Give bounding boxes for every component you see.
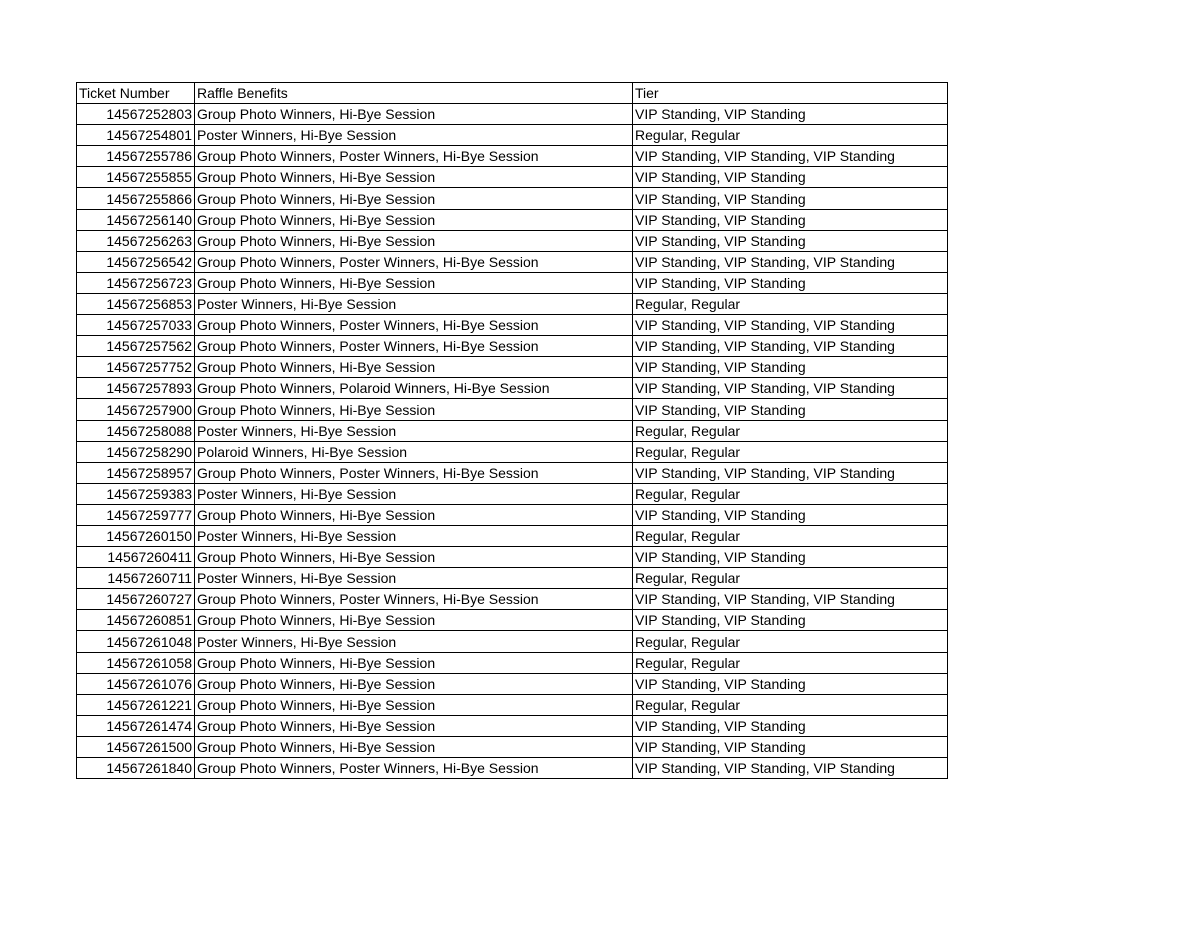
tier-cell: VIP Standing, VIP Standing bbox=[633, 610, 948, 631]
raffle-benefits-cell: Group Photo Winners, Hi-Bye Session bbox=[195, 357, 633, 378]
tier-cell: Regular, Regular bbox=[633, 293, 948, 314]
tier-cell: Regular, Regular bbox=[633, 125, 948, 146]
raffle-benefits-cell: Group Photo Winners, Hi-Bye Session bbox=[195, 715, 633, 736]
ticket-number-cell: 14567258088 bbox=[77, 420, 195, 441]
tier-cell: VIP Standing, VIP Standing, VIP Standing bbox=[633, 336, 948, 357]
ticket-number-cell: 14567256723 bbox=[77, 272, 195, 293]
tier-cell: VIP Standing, VIP Standing bbox=[633, 188, 948, 209]
raffle-benefits-cell: Group Photo Winners, Hi-Bye Session bbox=[195, 736, 633, 757]
ticket-number-cell: 14567258290 bbox=[77, 441, 195, 462]
table-row bbox=[77, 504, 948, 525]
raffle-benefits-cell: Poster Winners, Hi-Bye Session bbox=[195, 631, 633, 652]
ticket-number-cell: 14567252803 bbox=[77, 104, 195, 125]
table-row bbox=[77, 420, 948, 441]
raffle-benefits-cell: Group Photo Winners, Hi-Bye Session bbox=[195, 188, 633, 209]
tier-cell: Regular, Regular bbox=[633, 568, 948, 589]
ticket-number-cell: 14567259777 bbox=[77, 504, 195, 525]
tier-cell: VIP Standing, VIP Standing bbox=[633, 272, 948, 293]
table-row bbox=[77, 525, 948, 546]
tier-cell: VIP Standing, VIP Standing bbox=[633, 357, 948, 378]
table-row bbox=[77, 146, 948, 167]
tier-cell: VIP Standing, VIP Standing, VIP Standing bbox=[633, 589, 948, 610]
ticket-number-cell: 14567261221 bbox=[77, 694, 195, 715]
tier-cell: Regular, Regular bbox=[633, 631, 948, 652]
tier-cell: Regular, Regular bbox=[633, 694, 948, 715]
raffle-benefits-cell: Group Photo Winners, Hi-Bye Session bbox=[195, 610, 633, 631]
raffle-benefits-cell: Group Photo Winners, Hi-Bye Session bbox=[195, 104, 633, 125]
header-raffle-benefits: Raffle Benefits bbox=[195, 83, 633, 104]
table-row bbox=[77, 441, 948, 462]
table-body bbox=[77, 104, 948, 779]
tier-cell: VIP Standing, VIP Standing bbox=[633, 715, 948, 736]
header-tier: Tier bbox=[633, 83, 948, 104]
tier-cell: Regular, Regular bbox=[633, 525, 948, 546]
ticket-number-cell: 14567256263 bbox=[77, 230, 195, 251]
tier-cell: VIP Standing, VIP Standing bbox=[633, 104, 948, 125]
tier-cell: VIP Standing, VIP Standing, VIP Standing bbox=[633, 315, 948, 336]
tier-cell: VIP Standing, VIP Standing, VIP Standing bbox=[633, 146, 948, 167]
raffle-benefits-cell: Group Photo Winners, Poster Winners, Hi-Bye Session bbox=[195, 758, 633, 779]
ticket-number-cell: 14567260150 bbox=[77, 525, 195, 546]
raffle-benefits-cell: Poster Winners, Hi-Bye Session bbox=[195, 483, 633, 504]
header-ticket-number: Ticket Number bbox=[77, 83, 195, 104]
table-row bbox=[77, 251, 948, 272]
table-row bbox=[77, 568, 948, 589]
raffle-benefits-cell: Group Photo Winners, Polaroid Winners, Hi-Bye Session bbox=[195, 378, 633, 399]
table-row bbox=[77, 336, 948, 357]
tier-cell: VIP Standing, VIP Standing bbox=[633, 399, 948, 420]
raffle-benefits-cell: Group Photo Winners, Hi-Bye Session bbox=[195, 547, 633, 568]
table-row bbox=[77, 188, 948, 209]
tier-cell: VIP Standing, VIP Standing bbox=[633, 167, 948, 188]
ticket-number-cell: 14567255866 bbox=[77, 188, 195, 209]
tier-cell: VIP Standing, VIP Standing bbox=[633, 230, 948, 251]
ticket-number-cell: 14567258957 bbox=[77, 462, 195, 483]
ticket-number-cell: 14567259383 bbox=[77, 483, 195, 504]
tier-cell: VIP Standing, VIP Standing bbox=[633, 547, 948, 568]
tier-cell: VIP Standing, VIP Standing, VIP Standing bbox=[633, 378, 948, 399]
raffle-benefits-cell: Group Photo Winners, Hi-Bye Session bbox=[195, 230, 633, 251]
raffle-benefits-cell: Polaroid Winners, Hi-Bye Session bbox=[195, 441, 633, 462]
ticket-number-cell: 14567255855 bbox=[77, 167, 195, 188]
ticket-number-cell: 14567260851 bbox=[77, 610, 195, 631]
raffle-benefits-cell: Group Photo Winners, Hi-Bye Session bbox=[195, 399, 633, 420]
table-row bbox=[77, 272, 948, 293]
table-row bbox=[77, 673, 948, 694]
table-row bbox=[77, 230, 948, 251]
raffle-benefits-cell: Group Photo Winners, Hi-Bye Session bbox=[195, 209, 633, 230]
table-row bbox=[77, 547, 948, 568]
ticket-number-cell: 14567256140 bbox=[77, 209, 195, 230]
table-row bbox=[77, 694, 948, 715]
table-row bbox=[77, 167, 948, 188]
raffle-benefits-cell: Poster Winners, Hi-Bye Session bbox=[195, 420, 633, 441]
table-row bbox=[77, 315, 948, 336]
table-row bbox=[77, 209, 948, 230]
table-row bbox=[77, 125, 948, 146]
ticket-number-cell: 14567260411 bbox=[77, 547, 195, 568]
ticket-number-cell: 14567261058 bbox=[77, 652, 195, 673]
raffle-benefits-cell: Group Photo Winners, Hi-Bye Session bbox=[195, 652, 633, 673]
table-row bbox=[77, 589, 948, 610]
table-row bbox=[77, 631, 948, 652]
table-row bbox=[77, 357, 948, 378]
tier-cell: VIP Standing, VIP Standing, VIP Standing bbox=[633, 758, 948, 779]
raffle-benefits-cell: Group Photo Winners, Poster Winners, Hi-Bye Session bbox=[195, 146, 633, 167]
tier-cell: VIP Standing, VIP Standing bbox=[633, 673, 948, 694]
raffle-benefits-cell: Group Photo Winners, Poster Winners, Hi-Bye Session bbox=[195, 336, 633, 357]
raffle-benefits-cell: Poster Winners, Hi-Bye Session bbox=[195, 125, 633, 146]
raffle-benefits-cell: Group Photo Winners, Hi-Bye Session bbox=[195, 694, 633, 715]
tier-cell: Regular, Regular bbox=[633, 441, 948, 462]
ticket-number-cell: 14567261076 bbox=[77, 673, 195, 694]
tier-cell: VIP Standing, VIP Standing bbox=[633, 504, 948, 525]
raffle-benefits-cell: Poster Winners, Hi-Bye Session bbox=[195, 568, 633, 589]
raffle-benefits-cell: Group Photo Winners, Poster Winners, Hi-Bye Session bbox=[195, 251, 633, 272]
table-row bbox=[77, 293, 948, 314]
ticket-number-cell: 14567256542 bbox=[77, 251, 195, 272]
raffle-benefits-cell: Poster Winners, Hi-Bye Session bbox=[195, 525, 633, 546]
table-row bbox=[77, 736, 948, 757]
ticket-number-cell: 14567256853 bbox=[77, 293, 195, 314]
raffle-benefits-cell: Group Photo Winners, Hi-Bye Session bbox=[195, 504, 633, 525]
tier-cell: VIP Standing, VIP Standing, VIP Standing bbox=[633, 462, 948, 483]
raffle-benefits-cell: Group Photo Winners, Poster Winners, Hi-Bye Session bbox=[195, 462, 633, 483]
table-row bbox=[77, 483, 948, 504]
raffle-benefits-cell: Poster Winners, Hi-Bye Session bbox=[195, 293, 633, 314]
ticket-number-cell: 14567261474 bbox=[77, 715, 195, 736]
tier-cell: Regular, Regular bbox=[633, 420, 948, 441]
tier-cell: Regular, Regular bbox=[633, 652, 948, 673]
ticket-number-cell: 14567257562 bbox=[77, 336, 195, 357]
table-row bbox=[77, 399, 948, 420]
ticket-number-cell: 14567257900 bbox=[77, 399, 195, 420]
ticket-number-cell: 14567261840 bbox=[77, 758, 195, 779]
ticket-number-cell: 14567261500 bbox=[77, 736, 195, 757]
table-row bbox=[77, 758, 948, 779]
ticket-number-cell: 14567261048 bbox=[77, 631, 195, 652]
ticket-number-cell: 14567257033 bbox=[77, 315, 195, 336]
table-row bbox=[77, 715, 948, 736]
raffle-benefits-cell: Group Photo Winners, Hi-Bye Session bbox=[195, 272, 633, 293]
ticket-number-cell: 14567260727 bbox=[77, 589, 195, 610]
raffle-benefits-cell: Group Photo Winners, Poster Winners, Hi-Bye Session bbox=[195, 315, 633, 336]
tier-cell: VIP Standing, VIP Standing bbox=[633, 209, 948, 230]
raffle-benefits-cell: Group Photo Winners, Hi-Bye Session bbox=[195, 167, 633, 188]
table-row bbox=[77, 610, 948, 631]
ticket-number-cell: 14567260711 bbox=[77, 568, 195, 589]
ticket-number-cell: 14567257752 bbox=[77, 357, 195, 378]
table-row bbox=[77, 104, 948, 125]
table-row bbox=[77, 462, 948, 483]
tier-cell: VIP Standing, VIP Standing, VIP Standing bbox=[633, 251, 948, 272]
raffle-benefits-cell: Group Photo Winners, Poster Winners, Hi-Bye Session bbox=[195, 589, 633, 610]
spreadsheet-page bbox=[76, 82, 948, 779]
ticket-number-cell: 14567254801 bbox=[77, 125, 195, 146]
table-row bbox=[77, 378, 948, 399]
raffle-benefits-cell: Group Photo Winners, Hi-Bye Session bbox=[195, 673, 633, 694]
table-row bbox=[77, 652, 948, 673]
ticket-number-cell: 14567257893 bbox=[77, 378, 195, 399]
raffle-table bbox=[76, 82, 948, 779]
tier-cell: VIP Standing, VIP Standing bbox=[633, 736, 948, 757]
tier-cell: Regular, Regular bbox=[633, 483, 948, 504]
header-row bbox=[77, 83, 948, 104]
ticket-number-cell: 14567255786 bbox=[77, 146, 195, 167]
